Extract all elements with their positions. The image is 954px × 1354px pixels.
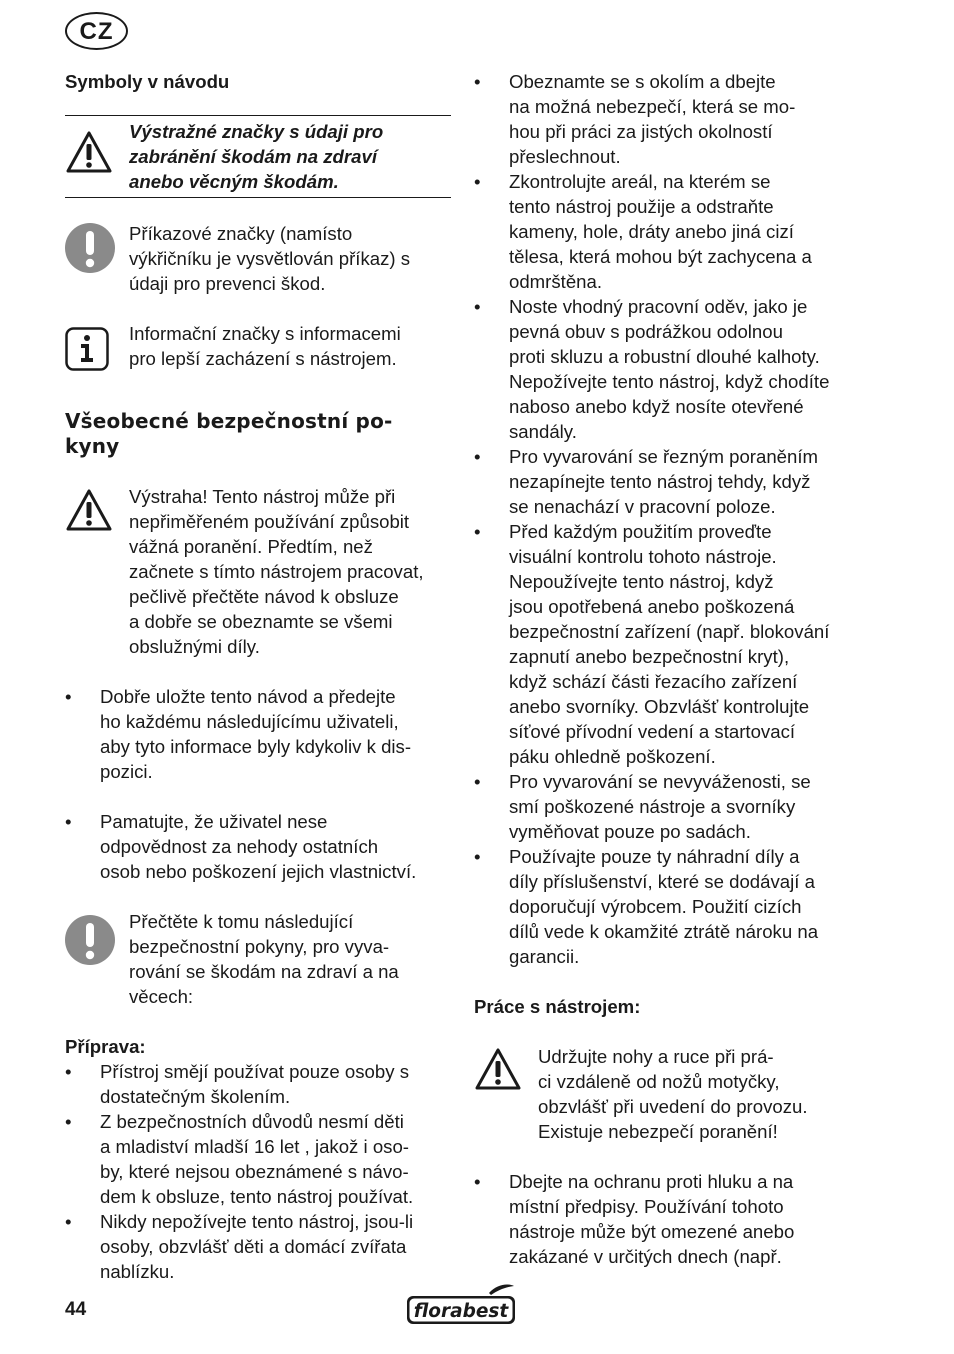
list-item: • Z bezpečnostních důvodů nesmí děti a mladiství mladší 16 let , jakož i oso- by, které nejsou obeznámené s návo- dem k obsluze, tento nástroj používat. (65, 1109, 451, 1209)
warning-triangle-icon (474, 1047, 522, 1091)
list-item: • Nikdy nepožívejte tento nástroj, jsou-li osoby, obzvlášť děti a domácí zvířata nablízku. (65, 1209, 451, 1284)
language-badge (65, 12, 128, 50)
list-item: • Dbejte na ochranu proti hluku a na místní předpisy. Používání tohoto nástroje může být omezené anebo zakázané v určitých dnech (např. (474, 1169, 874, 1269)
list-item: • Pro vyvarování se nevyváženosti, se smí poškozené nástroje a svorníky vyměňovat pouze po sadách. (474, 769, 874, 844)
warning-intro-text: Výstraha! Tento nástroj může při nepřiměřeném používání způsobit vážná poranění. Předtím, než začnete s tímto nástrojem pracovat, pečlivě přečtěte návod k obsluze a dobře se obeznamte se všemi obslužnými díly. (129, 486, 424, 657)
command-symbol-row (65, 221, 451, 296)
info-symbol-text: Informační značky s informacemi pro lepší zacházení s nástrojem. (129, 323, 401, 369)
preparation-heading: Příprava: (65, 1036, 146, 1057)
warning-intro-row (65, 484, 451, 659)
warning-triangle-icon (65, 488, 113, 532)
read-instructions-row (65, 909, 451, 1009)
page-number: 44 (65, 1299, 87, 1320)
warning-symbol-text: Výstražné značky s údaji pro zabránění škodám na zdraví anebo věcným škodám. (129, 121, 384, 192)
work-warning-text: Udržujte nohy a ruce při prá- ci vzdáleně od nožů motyčky, obzvlášť při uvedení do provozu. Existuje nebezpečí poranění! (538, 1046, 808, 1142)
symbols-heading: Symboly v návodu (65, 71, 230, 92)
work-warning-row (474, 1044, 874, 1144)
florabest-logo (405, 1283, 517, 1327)
warning-symbol-box (65, 115, 451, 198)
brand-name: florabest (413, 1301, 509, 1322)
info-icon (65, 327, 109, 371)
safety-bullets (474, 69, 874, 969)
list-item: • Používajte pouze ty náhradní díly a díly příslušenství, které se dodávají a doporučují výrobcem. Použití cizích dílů vede k okamžité ztrátě nároku na garancii. (474, 844, 874, 969)
list-item: • Přístroj smějí používat pouze osoby s dostatečným školením. (65, 1059, 451, 1109)
general-bullets (65, 684, 451, 884)
command-exclamation-icon (65, 915, 115, 965)
info-symbol-row (65, 321, 451, 371)
preparation-list (65, 1059, 451, 1284)
language-code: CZ (79, 17, 114, 45)
work-heading: Práce s nástrojem: (474, 996, 641, 1017)
list-item: • Zkontrolujte areál, na kterém se tento nástroj použije a odstraňte kameny, hole, dráty anebo jiná cizí tělesa, která mohou být zachycena a odmrštěna. (474, 169, 874, 294)
read-instructions-text: Přečtěte k tomu následující bezpečnostní pokyny, pro vyva- rování se škodám na zdraví a na věcech: (129, 911, 399, 1007)
list-item: • Dobře uložte tento návod a předejte ho každému následujícímu uživateli, aby tyto informace byly kdykoliv k dis- pozici. (65, 684, 451, 784)
list-item: • Obeznamte se s okolím a dbejte na možná nebezpečí, která se mo- hou při práci za jistých okolností přeslechnout. (474, 69, 874, 169)
command-symbol-text: Příkazové značky (namísto výkřičníku je vysvětlován příkaz) s údaji pro prevenci škod. (129, 223, 411, 294)
safety-heading: Všeobecné bezpečnostní po- kyny (65, 409, 393, 458)
list-item: • Pro vyvarování se řezným poraněním nezapínejte tento nástroj tehdy, když se nenachází v pracovní poloze. (474, 444, 874, 519)
list-item: • Noste vhodný pracovní oděv, jako je pevná obuv s podrážkou odolnou proti skluzu a robustní dlouhé kalhoty. Nepožívejte tento nástroj, když chodíte naboso anebo když nosíte otevřené sandály. (474, 294, 874, 444)
command-exclamation-icon (65, 223, 115, 273)
noise-bullets (474, 1169, 874, 1269)
list-item: • Před každým použitím proveďte visuální kontrolu tohoto nástroje. Nepoužívejte tento nástroj, když jsou opotřebená anebo poškozená bezpečnostní zařízení (např. blokování zapnutí anebo bezpečnostní kryt), když schází části řezacího zařízení anebo svorníky. Obzvlášť kontrolujte síťové přívodní vedení a startovací páku ohledně poškození. (474, 519, 874, 769)
warning-triangle-icon (65, 130, 113, 174)
left-column (65, 69, 451, 1284)
right-column (474, 69, 874, 1269)
list-item: • Pamatujte, že uživatel nese odpovědnost za nehody ostatních osob nebo poškození jejich vlastnictví. (65, 809, 451, 884)
